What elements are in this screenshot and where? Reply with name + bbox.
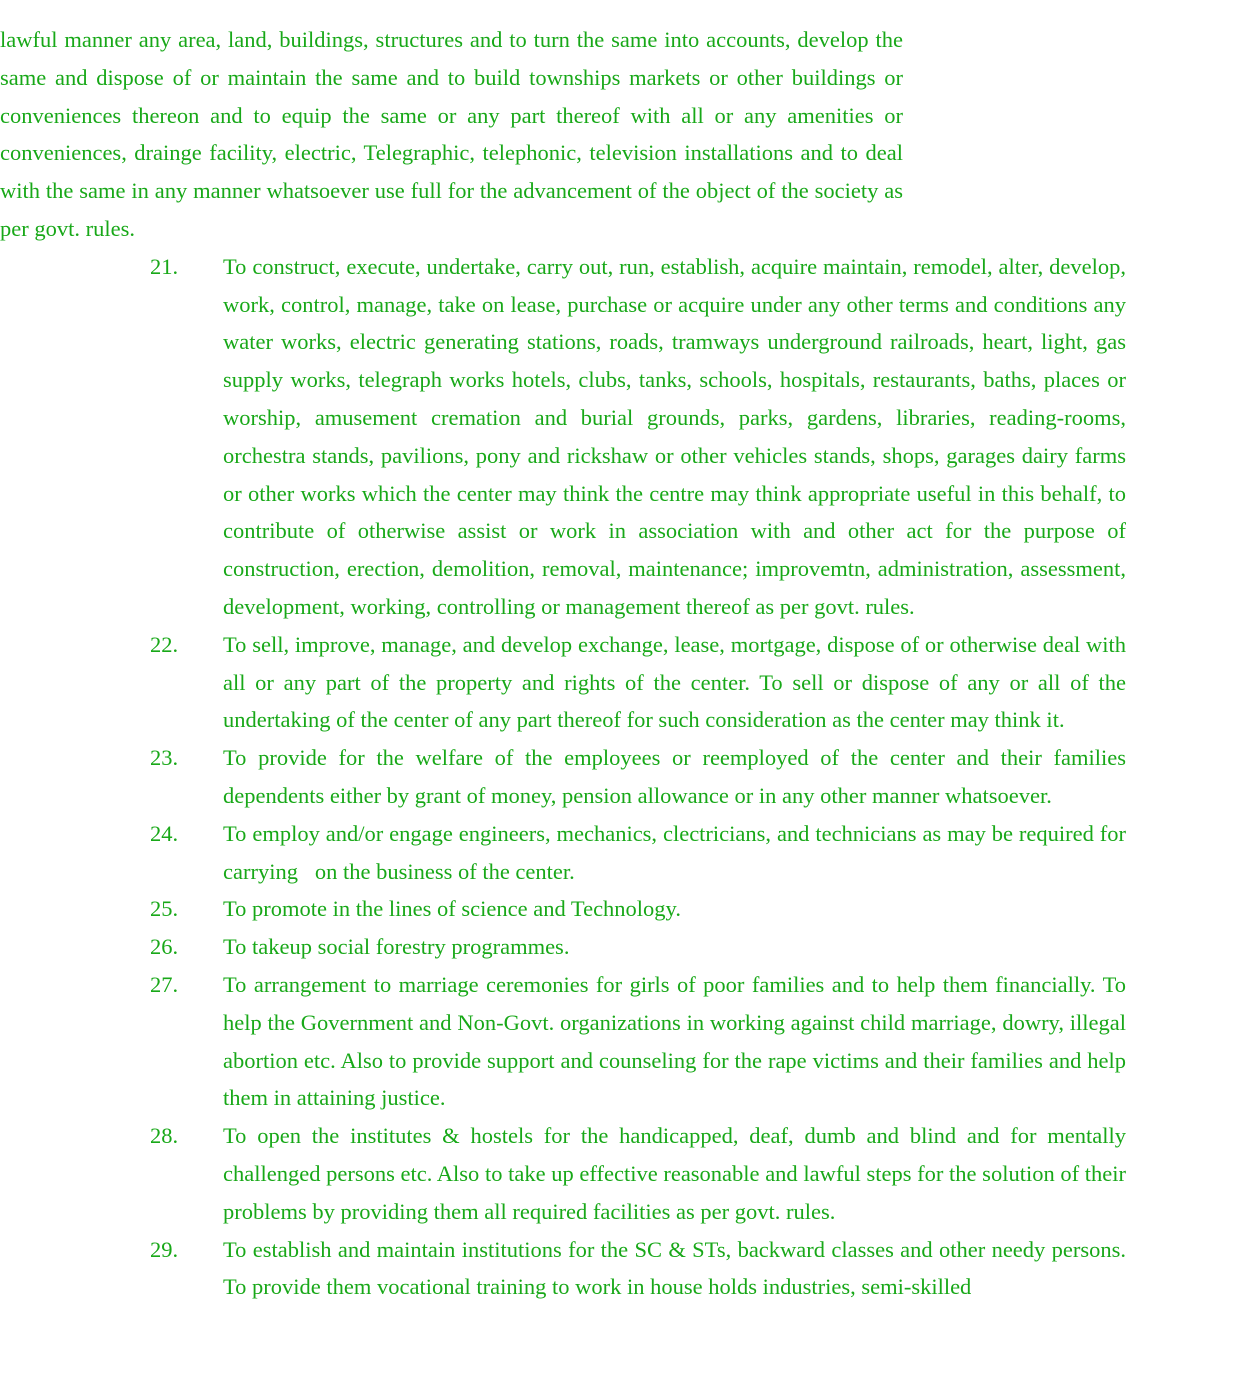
item-text: To establish and maintain institutions for the SC & STs, backward classes and other needy persons. To provide them vocational training to work in house holds industries, semi-skilled — [223, 1236, 1126, 1300]
item-number: 22. — [150, 631, 179, 657]
item-text: To sell, improve, manage, and develop exchange, lease, mortgage, dispose of or otherwise deal with all or any part of the property and rights of the center. To sell or dispose of any or all of the undertaking of the center of any part thereof for such consideration as the center may think it. — [223, 631, 1126, 733]
list-item — [0, 1231, 1126, 1307]
list-item — [0, 815, 1132, 891]
item-number: 23. — [150, 745, 179, 771]
item-number: 27. — [150, 971, 179, 997]
continuation-paragraph: lawful manner any area, land, buildings, structures and to turn the same into accounts, develop the same and dispose of or maintain the same and to build townships markets or other buildings or conveniences thereon and to equip the same or any part thereof with all or any amenities or conveniences, drainge facility, electric, Telegraphic, telephonic, television installations and to deal with the same in any manner whatsoever use full for the advancement of the object of the society as per govt. rules. — [0, 27, 903, 241]
list-item — [0, 966, 1126, 1117]
list-item — [0, 1117, 1126, 1230]
item-number: 21. — [150, 253, 179, 279]
item-text: To promote in the lines of science and Technology. — [223, 896, 681, 922]
list-item — [0, 248, 1126, 626]
item-text: To open the institutes & hostels for the handicapped, deaf, dumb and blind and for mentally challenged persons etc. Also to take up effective reasonable and lawful steps for the solution of their problems by providing them all required facilities as per govt. rules. — [223, 1123, 1126, 1224]
item-number: 25. — [150, 896, 179, 922]
document-page — [0, 21, 1235, 1306]
item-number: 28. — [150, 1123, 179, 1149]
item-text: To construct, execute, undertake, carry out, run, establish, acquire maintain, remodel, alter, develop, work, control, manage, take on lease, purchase or acquire under any other terms and conditions any water works, electric generating stations, roads, tramways underground railroads, heart, light, gas supply works, telegraph works hotels, clubs, tanks, schools, hospitals, restaurants, baths, places or worship, amusement cremation and burial grounds, parks, gardens, libraries, reading-rooms, orchestra stands, pavilions, pony and rickshaw or other vehicles stands, shops, garages dairy farms or other works which the center may think the centre may think appropriate useful in this behalf, to contribute of otherwise assist or work in association with and other act for the purpose of construction, erection, demolition, removal, maintenance; improvemtn, administration, assessment, development, working, controlling or management thereof as per govt. rules. — [223, 253, 1126, 619]
item-number: 26. — [150, 934, 179, 960]
item-number: 24. — [150, 820, 179, 846]
list-item — [0, 739, 1126, 815]
item-text: To provide for the welfare of the employees or reemployed of the center and their families dependents either by grant of money, pension allowance or in any other manner whatsoever. — [223, 745, 1126, 808]
list-item — [0, 890, 1126, 928]
item-text: To takeup social forestry programmes. — [223, 934, 570, 960]
item-text: To employ and/or engage engineers, mechanics, clectricians, and technicians as may be required for carrying on the business of the center. — [223, 820, 1132, 884]
item-text: To arrangement to marriage ceremonies for girls of poor families and to help them financially. To help the Government and Non-Govt. organizations in working against child marriage, dowry, illegal abortion etc. Also to provide support and counseling for the rape victims and their families and help them in attaining justice. — [223, 971, 1126, 1111]
list-item — [0, 928, 1126, 966]
item-number: 29. — [150, 1236, 179, 1262]
list-item — [0, 626, 1126, 739]
